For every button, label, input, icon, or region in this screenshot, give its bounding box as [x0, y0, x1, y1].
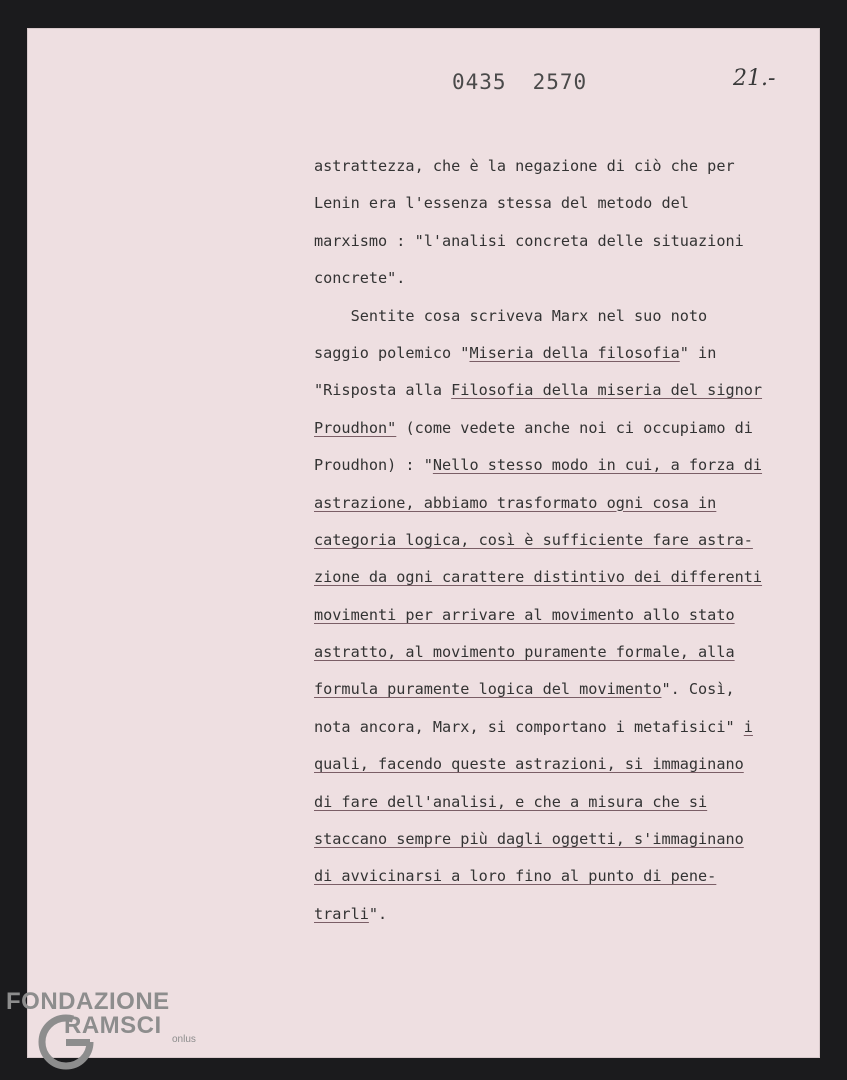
underlined-text: movimenti per arrivare al movimento allo stato [314, 605, 735, 624]
underlined-text: astrazione, abbiamo trasformato ogni cosa in [314, 493, 717, 512]
text-line [314, 634, 814, 671]
text-line [314, 597, 814, 634]
text-segment: nota ancora, Marx, si comportano i metafisici" [314, 717, 744, 736]
archive-number-2: 2570 [532, 70, 588, 94]
watermark-line-1: FONDAZIONE [6, 988, 170, 1015]
text-line [314, 746, 814, 783]
text-segment: ". [368, 904, 388, 923]
archive-number-1: 0435 [452, 70, 507, 94]
underlined-text: Proudhon" [314, 418, 397, 437]
gramsci-logo-icon [36, 1012, 96, 1072]
text-line [314, 335, 814, 372]
text-line [314, 784, 814, 821]
text-line [314, 298, 814, 335]
underlined-text: Filosofia della miseria del signor [451, 381, 763, 400]
text-line [314, 671, 814, 708]
text-segment: (come vedete anche noi ci occupiamo di [396, 418, 753, 437]
text-line [314, 223, 814, 260]
archive-number [452, 70, 613, 94]
text-line [314, 260, 814, 297]
text-line [314, 896, 814, 933]
underlined-text: astratto, al movimento puramente formale, alla [314, 643, 735, 662]
body-text [314, 148, 814, 933]
underlined-text: quali, facendo queste astrazioni, si immaginano [314, 755, 744, 774]
text-segment: Sentite cosa scriveva Marx nel suo noto [314, 306, 708, 325]
text-segment: marxismo : "l'analisi concreta delle situazioni [314, 231, 744, 250]
text-segment: concrete". [314, 269, 406, 288]
text-line [314, 709, 814, 746]
text-segment: saggio polemico " [314, 343, 470, 362]
text-line [314, 372, 814, 409]
watermark-line-2: RAMSCI [64, 1012, 162, 1039]
text-segment: "Risposta alla [314, 381, 452, 400]
text-segment: ". Così, [661, 680, 735, 699]
underlined-text: categoria logica, così è sufficiente fare astra- [314, 530, 753, 549]
underlined-text: i [743, 717, 753, 736]
text-segment: Lenin era l'essenza stessa del metodo del [314, 194, 689, 213]
underlined-text: Miseria della filosofia [469, 343, 680, 362]
underlined-text: zione da ogni carattere distintivo dei differenti [314, 568, 763, 587]
text-line [314, 858, 814, 895]
underlined-text: di fare dell'analisi, e che a misura che si [314, 792, 708, 811]
underlined-text: di avvicinarsi a loro fino al punto di pene- [314, 867, 717, 886]
fondazione-gramsci-watermark [6, 988, 196, 1045]
text-line [314, 559, 814, 596]
text-segment: " in [679, 343, 717, 362]
text-segment: astrattezza, che è la negazione di ciò che per [314, 157, 735, 175]
watermark-line-3: onlus [172, 1034, 196, 1045]
text-line [314, 522, 814, 559]
underlined-text: staccano sempre più dagli oggetti, s'immaginano [314, 830, 744, 849]
text-line [314, 447, 814, 484]
text-line [314, 148, 814, 185]
underlined-text: formula puramente logica del movimento [314, 680, 662, 699]
text-segment: Proudhon) : " [314, 456, 433, 475]
text-line [314, 185, 814, 222]
text-line [314, 485, 814, 522]
text-line [314, 410, 814, 447]
underlined-text: Nello stesso modo in cui, a forza di [432, 456, 763, 475]
folio-number: 21.- [733, 66, 776, 91]
text-line [314, 821, 814, 858]
underlined-text: trarli [314, 904, 369, 923]
